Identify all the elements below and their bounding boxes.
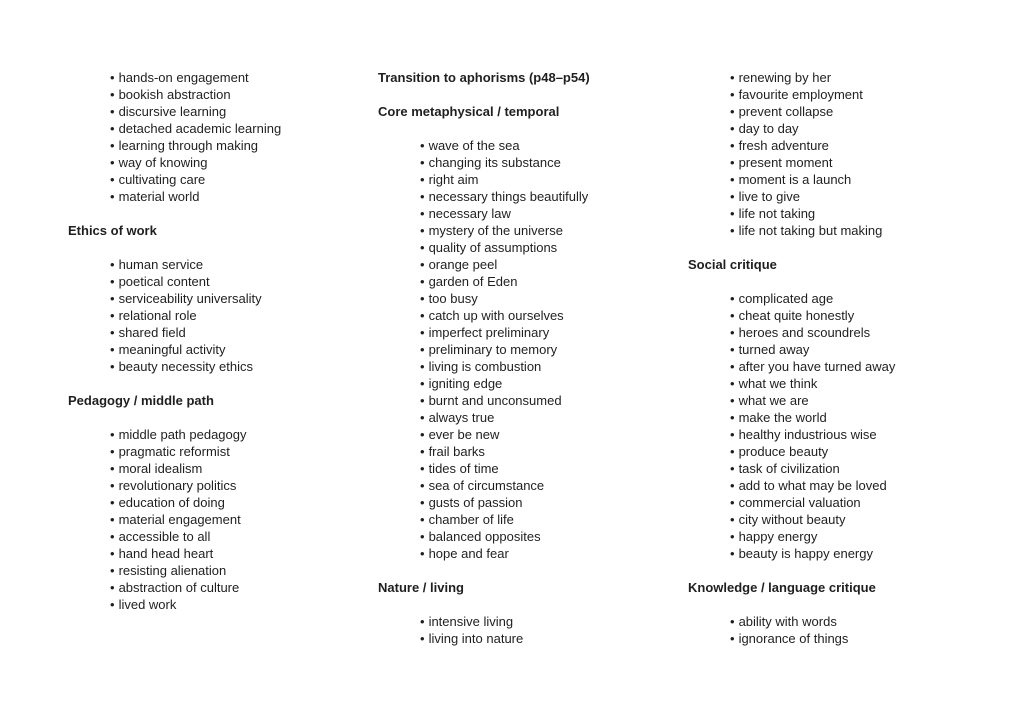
list-item: • burnt and unconsumed xyxy=(420,392,678,409)
list-item: • preliminary to memory xyxy=(420,341,678,358)
list-item: • happy energy xyxy=(730,528,1008,545)
list-item: • too busy xyxy=(420,290,678,307)
list-item: • gusts of passion xyxy=(420,494,678,511)
list-item: • turned away xyxy=(730,341,1008,358)
list-item: • meaningful activity xyxy=(110,341,368,358)
section-heading: Pedagogy / middle path xyxy=(68,393,214,408)
section-heading: Core metaphysical / temporal xyxy=(378,104,560,119)
list-item: • necessary things beautifully xyxy=(420,188,678,205)
list-item: • learning through making xyxy=(110,137,368,154)
list-item: • orange peel xyxy=(420,256,678,273)
bullet-list xyxy=(68,426,368,613)
list-item: • living into nature xyxy=(420,630,678,647)
list-item: • heroes and scoundrels xyxy=(730,324,1008,341)
list-item: • present moment xyxy=(730,154,1008,171)
list-item: • igniting edge xyxy=(420,375,678,392)
list-item: • commercial valuation xyxy=(730,494,1008,511)
list-item: • moment is a launch xyxy=(730,171,1008,188)
list-item: • way of knowing xyxy=(110,154,368,171)
list-item: • hands-on engagement xyxy=(110,69,368,86)
list-item: • garden of Eden xyxy=(420,273,678,290)
list-item: • live to give xyxy=(730,188,1008,205)
list-item: • after you have turned away xyxy=(730,358,1008,375)
column-right xyxy=(688,69,1008,664)
column-middle xyxy=(378,69,678,664)
list-item: • material engagement xyxy=(110,511,368,528)
list-item: • detached academic learning xyxy=(110,120,368,137)
list-item: • pragmatic reformist xyxy=(110,443,368,460)
list-item: • discursive learning xyxy=(110,103,368,120)
list-item: • human service xyxy=(110,256,368,273)
list-item: • education of doing xyxy=(110,494,368,511)
list-item: • life not taking but making xyxy=(730,222,1008,239)
list-item: • frail barks xyxy=(420,443,678,460)
bullet-list xyxy=(68,256,368,375)
list-item: • abstraction of culture xyxy=(110,579,368,596)
list-item: • lived work xyxy=(110,596,368,613)
list-item: • beauty is happy energy xyxy=(730,545,1008,562)
section-heading: Transition to aphorisms (p48–p54) xyxy=(378,70,590,85)
bullet-list xyxy=(688,290,1008,562)
list-item: • fresh adventure xyxy=(730,137,1008,154)
list-item: • add to what may be loved xyxy=(730,477,1008,494)
section-heading: Knowledge / language critique xyxy=(688,580,876,595)
list-item: • ever be new xyxy=(420,426,678,443)
list-item: • task of civilization xyxy=(730,460,1008,477)
list-item: • what we think xyxy=(730,375,1008,392)
section-heading: Social critique xyxy=(688,257,777,272)
list-item: • intensive living xyxy=(420,613,678,630)
list-item: • living is combustion xyxy=(420,358,678,375)
list-item: • bookish abstraction xyxy=(110,86,368,103)
list-item: • necessary law xyxy=(420,205,678,222)
list-item: • right aim xyxy=(420,171,678,188)
list-item: • prevent collapse xyxy=(730,103,1008,120)
list-item: • resisting alienation xyxy=(110,562,368,579)
list-item: • shared field xyxy=(110,324,368,341)
list-item: • material world xyxy=(110,188,368,205)
list-item: • make the world xyxy=(730,409,1008,426)
list-item: • poetical content xyxy=(110,273,368,290)
list-item: • what we are xyxy=(730,392,1008,409)
list-item: • day to day xyxy=(730,120,1008,137)
list-item: • ability with words xyxy=(730,613,1008,630)
list-item: • moral idealism xyxy=(110,460,368,477)
column-left xyxy=(68,69,368,630)
list-item: • hand head heart xyxy=(110,545,368,562)
list-item: • city without beauty xyxy=(730,511,1008,528)
list-item: • sea of circumstance xyxy=(420,477,678,494)
list-item: • catch up with ourselves xyxy=(420,307,678,324)
list-item: • renewing by her xyxy=(730,69,1008,86)
list-item: • revolutionary politics xyxy=(110,477,368,494)
list-item: • balanced opposites xyxy=(420,528,678,545)
list-item: • imperfect preliminary xyxy=(420,324,678,341)
list-item: • changing its substance xyxy=(420,154,678,171)
list-item: • life not taking xyxy=(730,205,1008,222)
list-item: • accessible to all xyxy=(110,528,368,545)
list-item: • tides of time xyxy=(420,460,678,477)
list-item: • healthy industrious wise xyxy=(730,426,1008,443)
list-item: • serviceability universality xyxy=(110,290,368,307)
list-item: • ignorance of things xyxy=(730,630,1008,647)
list-item: • hope and fear xyxy=(420,545,678,562)
list-item: • relational role xyxy=(110,307,368,324)
bullet-list xyxy=(68,69,368,205)
list-item: • always true xyxy=(420,409,678,426)
list-item: • middle path pedagogy xyxy=(110,426,368,443)
bullet-list xyxy=(688,613,1008,647)
list-item: • mystery of the universe xyxy=(420,222,678,239)
section-heading: Ethics of work xyxy=(68,223,157,238)
list-item: • complicated age xyxy=(730,290,1008,307)
list-item: • chamber of life xyxy=(420,511,678,528)
bullet-list xyxy=(378,137,678,562)
list-item: • quality of assumptions xyxy=(420,239,678,256)
bullet-list xyxy=(378,613,678,647)
section-heading: Nature / living xyxy=(378,580,464,595)
list-item: • favourite employment xyxy=(730,86,1008,103)
list-item: • cultivating care xyxy=(110,171,368,188)
list-item: • wave of the sea xyxy=(420,137,678,154)
list-item: • beauty necessity ethics xyxy=(110,358,368,375)
list-item: • cheat quite honestly xyxy=(730,307,1008,324)
bullet-list xyxy=(688,69,1008,239)
list-item: • produce beauty xyxy=(730,443,1008,460)
